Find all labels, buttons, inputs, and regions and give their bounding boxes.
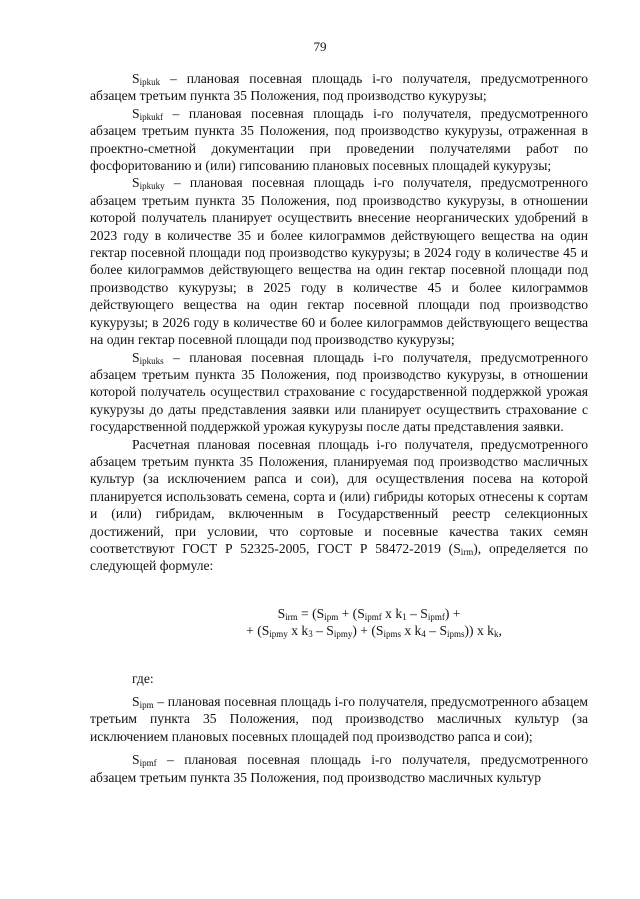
document-body — [90, 70, 588, 786]
where-label: где: — [132, 670, 154, 686]
definition-paragraph: $S_{ipkuk}$ – плановая посевная площадь i-го получателя, предусмотренного абзацем третьим пункта 35 Положения, под производство кукурузы; — [90, 71, 588, 104]
formula-line-2: + ($S_{ipmy}$ x $k_3 - S_{ipmy}) + (S_{ipms}$ x $k_4 - S_{ipms}$)) x $k_k$, — [246, 623, 502, 640]
formula — [90, 605, 588, 640]
definition-paragraph: $S_{ipmf}$ – плановая посевная площадь i-го получателя, предусмотренного абзацем третьим пункта 35 Положения, под производство масличных культур — [90, 752, 588, 785]
calculation-paragraph: Расчетная плановая посевная площадь i-го получателя, предусмотренного абзацем третьим пункта 35 Положения, планируемая под производство масличных культур (за исключением рапса и сои), для осуществления посева на которой планируется использовать семена, сорта и (или) гибриды которых отнесены к сортам и (или) гибридам, включенным в Государственный реестр селекционных достижений, при условии, что сортовые и посевные качества таких семян соответствуют ГОСТ Р 52325-2005, ГОСТ Р 58472-2019 $(S_{irm})$, определяется по следующей формуле: — [90, 436, 588, 574]
page-number: 79 — [313, 39, 327, 54]
definition-paragraph: $S_{ipm}$ – плановая посевная площадь i-го получателя, предусмотренного абзацем третьим пункта 35 Положения, под производство масличных культур (за исключением плановых посевных площадей под производство рапса и сои); — [90, 694, 588, 744]
definition-paragraph: $S_{ipkuks}$ – плановая посевная площадь i-го получателя, предусмотренного абзацем третьим пункта 35 Положения, под производство кукурузы, в отношении которой получатель осуществил страхование с государственной поддержкой урожая кукурузы до даты представления заявки или планирует осуществить страхование с государственной поддержкой урожая кукурузы после даты представления заявки. — [90, 349, 588, 435]
definition-paragraph: $S_{ipkukf}$ – плановая посевная площадь i-го получателя, предусмотренного абзацем третьим пункта 35 Положения, под производство кукурузы, отраженная в проектно-сметной документации при проведении получателями работ по фосфоритованию и (или) гипсованию плановых посевных площадей кукурузы; — [90, 105, 588, 174]
definition-paragraph: $S_{ipkuky}$ – плановая посевная площадь i-го получателя, предусмотренного абзацем третьим пункта 35 Положения, под производство кукурузы, в отношении которой получатель планирует осуществить внесение неорганических удобрений в 2023 году в количестве 35 и более килограммов действующего вещества на один гектар посевной площади под производство кукурузы; в 2024 году в количестве 45 и более килограммов действующего вещества на один гектар посевной площади под производство кукурузы; в 2025 году в количестве 45 и более килограммов действующего вещества на один гектар посевной площади под производство кукурузы; в 2026 году в количестве 60 и более килограммов действующего вещества на один гектар посевной площади под производство кукурузы; — [90, 175, 588, 348]
formula-line-1: $S_{irm} = (S_{ipm} + (S_{ipmf}$ x $k_1 - S_{ipmf}$) + — [277, 605, 461, 622]
